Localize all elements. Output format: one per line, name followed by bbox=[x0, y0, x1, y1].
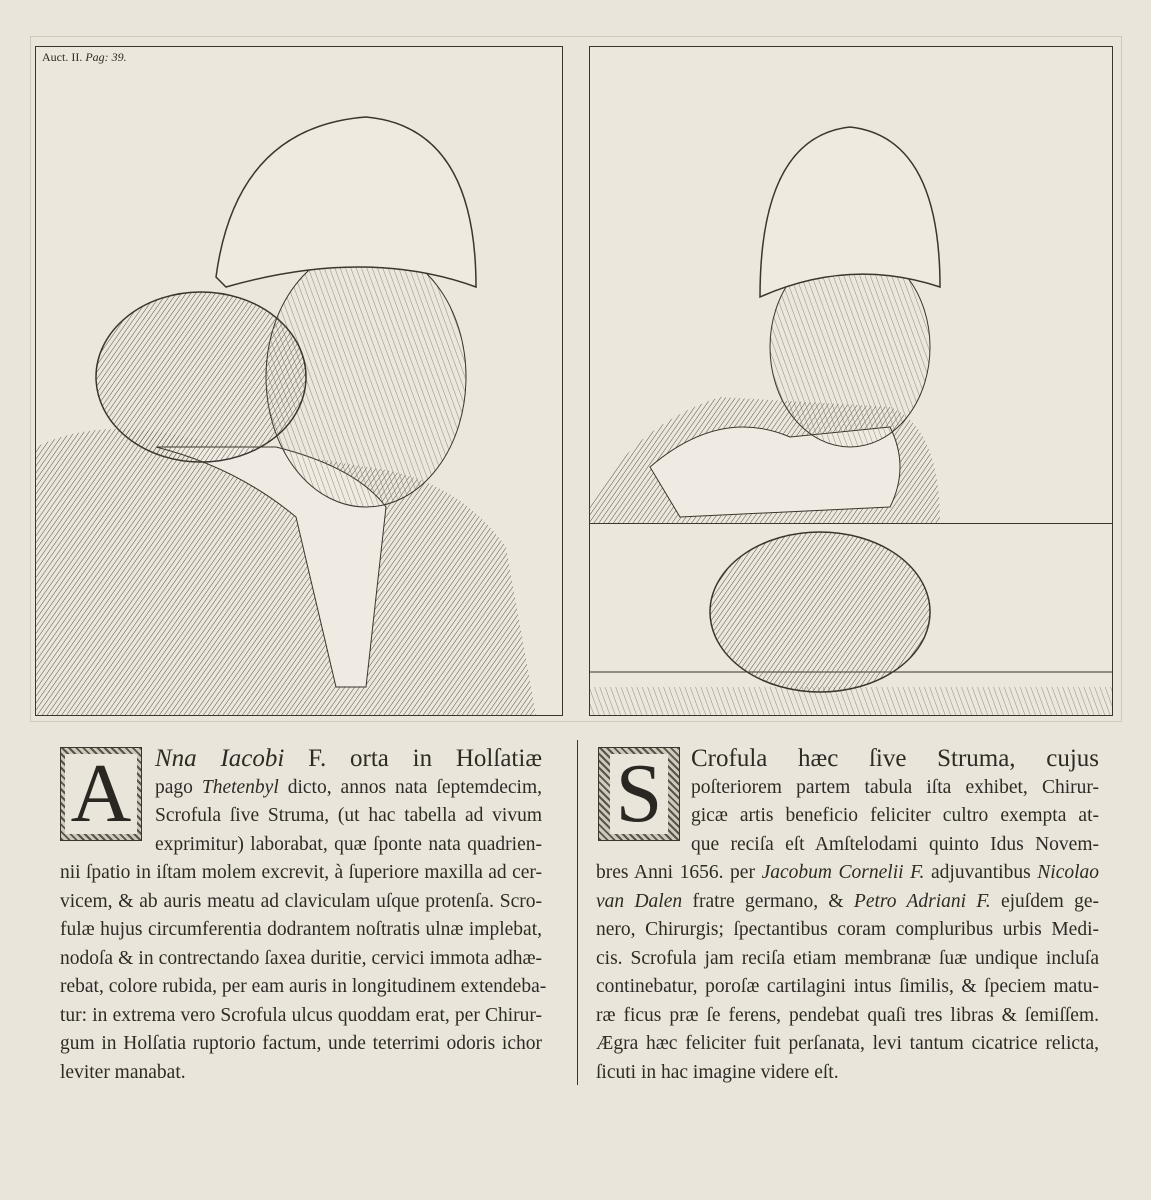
text-line bbox=[60, 973, 547, 1002]
italic-name: Nna bbox=[155, 745, 221, 772]
engraving-right bbox=[590, 47, 1112, 715]
plate-label-page: Pag: 39. bbox=[85, 50, 127, 64]
italic-name: Iacobi bbox=[220, 745, 285, 772]
text-segment: pago bbox=[155, 776, 202, 798]
right-text-column bbox=[596, 745, 1099, 1087]
text-segment: nodoſa & in contrectando ſaxea duritie, cervici immota adhæ- bbox=[60, 947, 542, 969]
text-segment: Ægra hæc feliciter fuit perſanata, levi tantum cicatrice relicta, bbox=[596, 1033, 1099, 1054]
text-segment: poſteriorem partem tabula iſta exhibet, Chirur- bbox=[691, 776, 1099, 798]
text-line bbox=[596, 916, 1099, 945]
text-line bbox=[60, 888, 542, 917]
text-line bbox=[691, 802, 1099, 831]
text-line bbox=[596, 945, 1099, 974]
text-line bbox=[596, 859, 1099, 888]
text-segment: nii ſpatio in iſtam molem excrevit, à ſuperiore maxilla ad cer- bbox=[60, 862, 542, 883]
text-line bbox=[60, 1030, 542, 1059]
text-segment: Crofula hæc ſive Struma, cujus bbox=[691, 745, 1099, 772]
text-segment: bres Anni 1656. per bbox=[596, 862, 762, 883]
text-segment: Scrofula ſive Struma, (ut hac tabella ad vivum bbox=[155, 805, 542, 826]
text-segment: ræ ficus præ ſe ferens, pendebat quaſi tres libras & ſemiſſem. bbox=[596, 1004, 1099, 1026]
text-segment: F. orta in Holſatiæ bbox=[284, 745, 542, 772]
text-segment: ſicuti in hac imagine videre eſt. bbox=[596, 1061, 839, 1083]
text-line bbox=[60, 1059, 542, 1088]
text-segment: gum in Holſatia ruptorio factum, unde teterrimi odoris ichor bbox=[60, 1033, 542, 1054]
text-line bbox=[596, 973, 1099, 1002]
text-segment: rebat, colore rubida, per eam auris in longitudinem extendeba- bbox=[60, 976, 547, 997]
italic-name: Thetenbyl bbox=[201, 776, 279, 798]
text-segment: ejuſdem ge- bbox=[990, 890, 1100, 912]
excised-tumor bbox=[710, 532, 930, 692]
text-line bbox=[155, 802, 542, 831]
text-line bbox=[155, 831, 542, 860]
dropcap-letter: S bbox=[610, 754, 669, 834]
text-line bbox=[596, 1002, 1099, 1031]
portrait-with-tumor bbox=[35, 46, 563, 716]
text-segment: dicto, annos nata ſeptemdecim, bbox=[278, 776, 542, 798]
table-shadow bbox=[590, 687, 1112, 715]
text-line bbox=[60, 916, 542, 945]
text-segment: nero, Chirurgis; ſpectantibus coram compluribus urbis Medi- bbox=[596, 919, 1099, 940]
column-rule bbox=[577, 740, 578, 1085]
cap bbox=[216, 117, 476, 287]
text-segment: fulæ hujus circumferentia dodrantem noſtratis ulnæ implebat, bbox=[60, 919, 542, 940]
text-segment: cis. Scrofula jam reciſa etiam membranæ ſuæ undique incluſa bbox=[596, 947, 1099, 969]
text-line bbox=[60, 945, 542, 974]
italic-name: Petro Adriani F. bbox=[853, 890, 991, 912]
text-segment: que reciſa eſt Amſtelodami quinto Idus Novem- bbox=[691, 833, 1099, 855]
text-line bbox=[691, 831, 1099, 860]
text-line bbox=[60, 859, 542, 888]
text-segment: gicæ artis beneficio feliciter cultro exempta at- bbox=[691, 805, 1099, 826]
left-text-column bbox=[60, 745, 547, 1087]
italic-name: Jacobum Cornelii F. bbox=[761, 862, 925, 883]
text-segment: tur: in extrema vero Scrofula ulcus quoddam erat, per Chirur- bbox=[60, 1004, 542, 1026]
text-line bbox=[691, 745, 1099, 774]
plate-label bbox=[42, 50, 127, 65]
panel-divider bbox=[590, 523, 1112, 524]
text-line bbox=[60, 1002, 542, 1031]
cap bbox=[760, 127, 940, 297]
text-segment: continebatur, poroſæ cartilagini intus ſimilis, & ſpeciem matu- bbox=[596, 976, 1099, 997]
text-segment: adjuvantibus bbox=[924, 862, 1038, 883]
text-line bbox=[596, 1030, 1099, 1059]
dropcap-letter: A bbox=[65, 754, 138, 834]
text-line bbox=[596, 888, 1099, 917]
italic-name: van Dalen bbox=[596, 890, 683, 912]
text-line bbox=[155, 745, 542, 774]
text-line bbox=[596, 1059, 1099, 1088]
text-line bbox=[155, 774, 542, 803]
text-segment: fratre germano, & bbox=[682, 890, 854, 912]
portrait-after-surgery bbox=[589, 46, 1113, 716]
text-line bbox=[691, 774, 1099, 803]
plate-label-prefix: Auct. II. bbox=[42, 50, 83, 64]
text-segment: leviter manabat. bbox=[60, 1061, 186, 1083]
tumor bbox=[96, 292, 306, 462]
engraving-left bbox=[36, 47, 562, 715]
text-segment: vicem, & ab auris meatu ad claviculam uſque protenſa. Scro- bbox=[60, 890, 542, 912]
italic-name: Nicolao bbox=[1037, 862, 1100, 883]
text-segment: exprimitur) laborabat, quæ ſponte nata quadrien- bbox=[155, 833, 542, 855]
